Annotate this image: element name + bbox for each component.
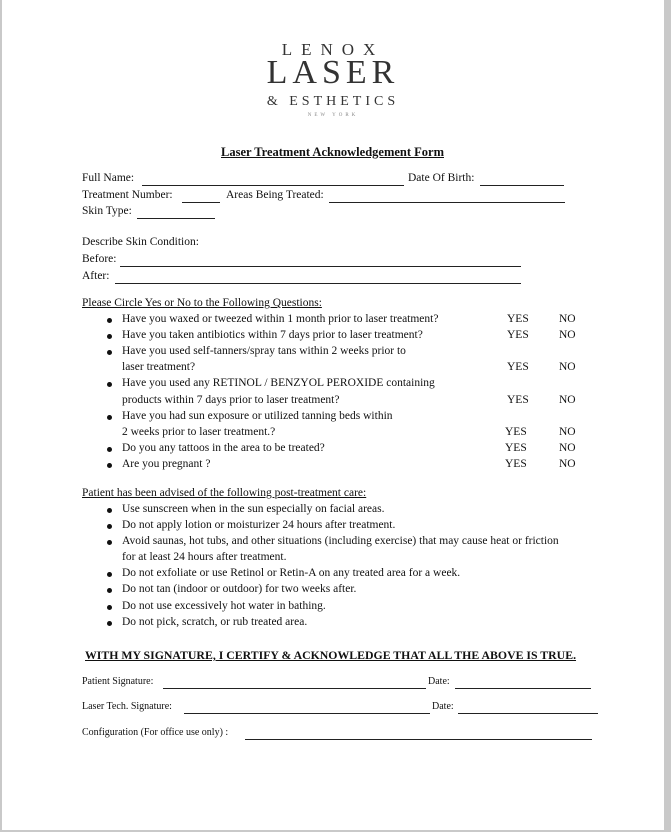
tech-signature-field[interactable] [184,713,430,714]
logo-line-3: & ESTHETICS [266,94,400,109]
question-3-no[interactable]: NO [559,361,576,373]
question-3-yes[interactable]: YES [507,361,529,373]
question-6-text: Do you any tattoos in the area to be treated? [122,442,325,454]
bullet-icon [107,508,112,513]
patient-signature-label: Patient Signature: [82,676,154,687]
question-2-yes[interactable]: YES [507,329,529,341]
before-label: Before: [82,253,117,265]
question-4-text: Have you used any RETINOL / BENZYOL PEROXIDE containing [122,377,435,389]
describe-label: Describe Skin Condition: [82,236,199,248]
dob-field[interactable] [480,185,564,186]
skin-type-label: Skin Type: [82,205,132,217]
care-item-5: Do not tan (indoor or outdoor) for two weeks after. [122,583,357,595]
care-heading: Patient has been advised of the following post-treatment care: [82,487,367,499]
tech-signature-label: Laser Tech. Signature: [82,701,172,712]
full-name-label: Full Name: [82,172,135,184]
bullet-icon [107,350,112,355]
logo-line-4: NEW YORK [307,113,359,118]
full-name-field[interactable] [142,185,404,186]
question-1-no[interactable]: NO [559,313,576,325]
bullet-icon [107,605,112,610]
question-5-text: Have you had sun exposure or utilized tanning beds within [122,410,393,422]
bullet-icon [107,382,112,387]
question-5-yes[interactable]: YES [505,426,527,438]
areas-label: Areas Being Treated: [226,189,324,201]
question-3-text: Have you used self-tanners/spray tans within 2 weeks prior to [122,345,406,357]
bullet-icon [107,447,112,452]
areas-field[interactable] [329,202,565,203]
question-4-no[interactable]: NO [559,394,576,406]
treatment-number-label: Treatment Number: [82,189,173,201]
care-item-6: Do not use excessively hot water in bathing. [122,600,326,612]
question-7-text: Are you pregnant ? [122,458,211,470]
date-label-2: Date: [432,701,454,712]
care-item-3: Avoid saunas, hot tubs, and other situations (including exercise) that may cause heat or friction [122,535,559,547]
question-6-no[interactable]: NO [559,442,576,454]
bullet-icon [107,463,112,468]
skin-type-field[interactable] [137,218,215,219]
question-1-yes[interactable]: YES [507,313,529,325]
bullet-icon [107,415,112,420]
question-4-text-cont: products within 7 days prior to laser treatment? [122,394,340,406]
bullet-icon [107,334,112,339]
form-title: Laser Treatment Acknowledgement Form [221,145,444,159]
bullet-icon [107,318,112,323]
date-field-2[interactable] [458,713,598,714]
certify-statement: WITH MY SIGNATURE, I CERTIFY & ACKNOWLEDGE THAT ALL THE ABOVE IS TRUE. [85,648,577,662]
config-label: Configuration (For office use only) : [82,727,229,738]
question-5-text-cont: 2 weeks prior to laser treatment.? [122,426,276,438]
date-label-1: Date: [428,676,450,687]
after-label: After: [82,270,110,282]
treatment-number-field[interactable] [182,202,220,203]
questions-heading: Please Circle Yes or No to the Following Questions: [82,297,322,309]
question-7-yes[interactable]: YES [505,458,527,470]
bullet-icon [107,540,112,545]
before-field[interactable] [120,266,521,267]
after-field[interactable] [115,283,521,284]
bullet-icon [107,621,112,626]
bullet-icon [107,524,112,529]
config-field[interactable] [245,739,592,740]
logo-line-2: LASER [266,54,400,91]
question-4-yes[interactable]: YES [507,394,529,406]
care-item-1: Use sunscreen when in the sun especially on facial areas. [122,503,385,515]
care-item-3-cont: for at least 24 hours after treatment. [122,551,287,563]
bullet-icon [107,572,112,577]
question-3-text-cont: laser treatment? [122,361,196,373]
dob-label: Date Of Birth: [408,172,475,184]
question-1-text: Have you waxed or tweezed within 1 month prior to laser treatment? [122,313,439,325]
date-field-1[interactable] [455,688,591,689]
form-page [2,0,664,830]
bullet-icon [107,588,112,593]
logo-line-1: LENOX [281,40,385,59]
question-7-no[interactable]: NO [559,458,576,470]
care-item-2: Do not apply lotion or moisturizer 24 hours after treatment. [122,519,396,531]
question-2-no[interactable]: NO [559,329,576,341]
care-item-4: Do not exfoliate or use Retinol or Retin-A on any treated area for a week. [122,567,461,579]
question-5-no[interactable]: NO [559,426,576,438]
question-6-yes[interactable]: YES [505,442,527,454]
patient-signature-field[interactable] [163,688,426,689]
question-2-text: Have you taken antibiotics within 7 days prior to laser treatment? [122,329,423,341]
care-item-7: Do not pick, scratch, or rub treated area. [122,616,308,628]
